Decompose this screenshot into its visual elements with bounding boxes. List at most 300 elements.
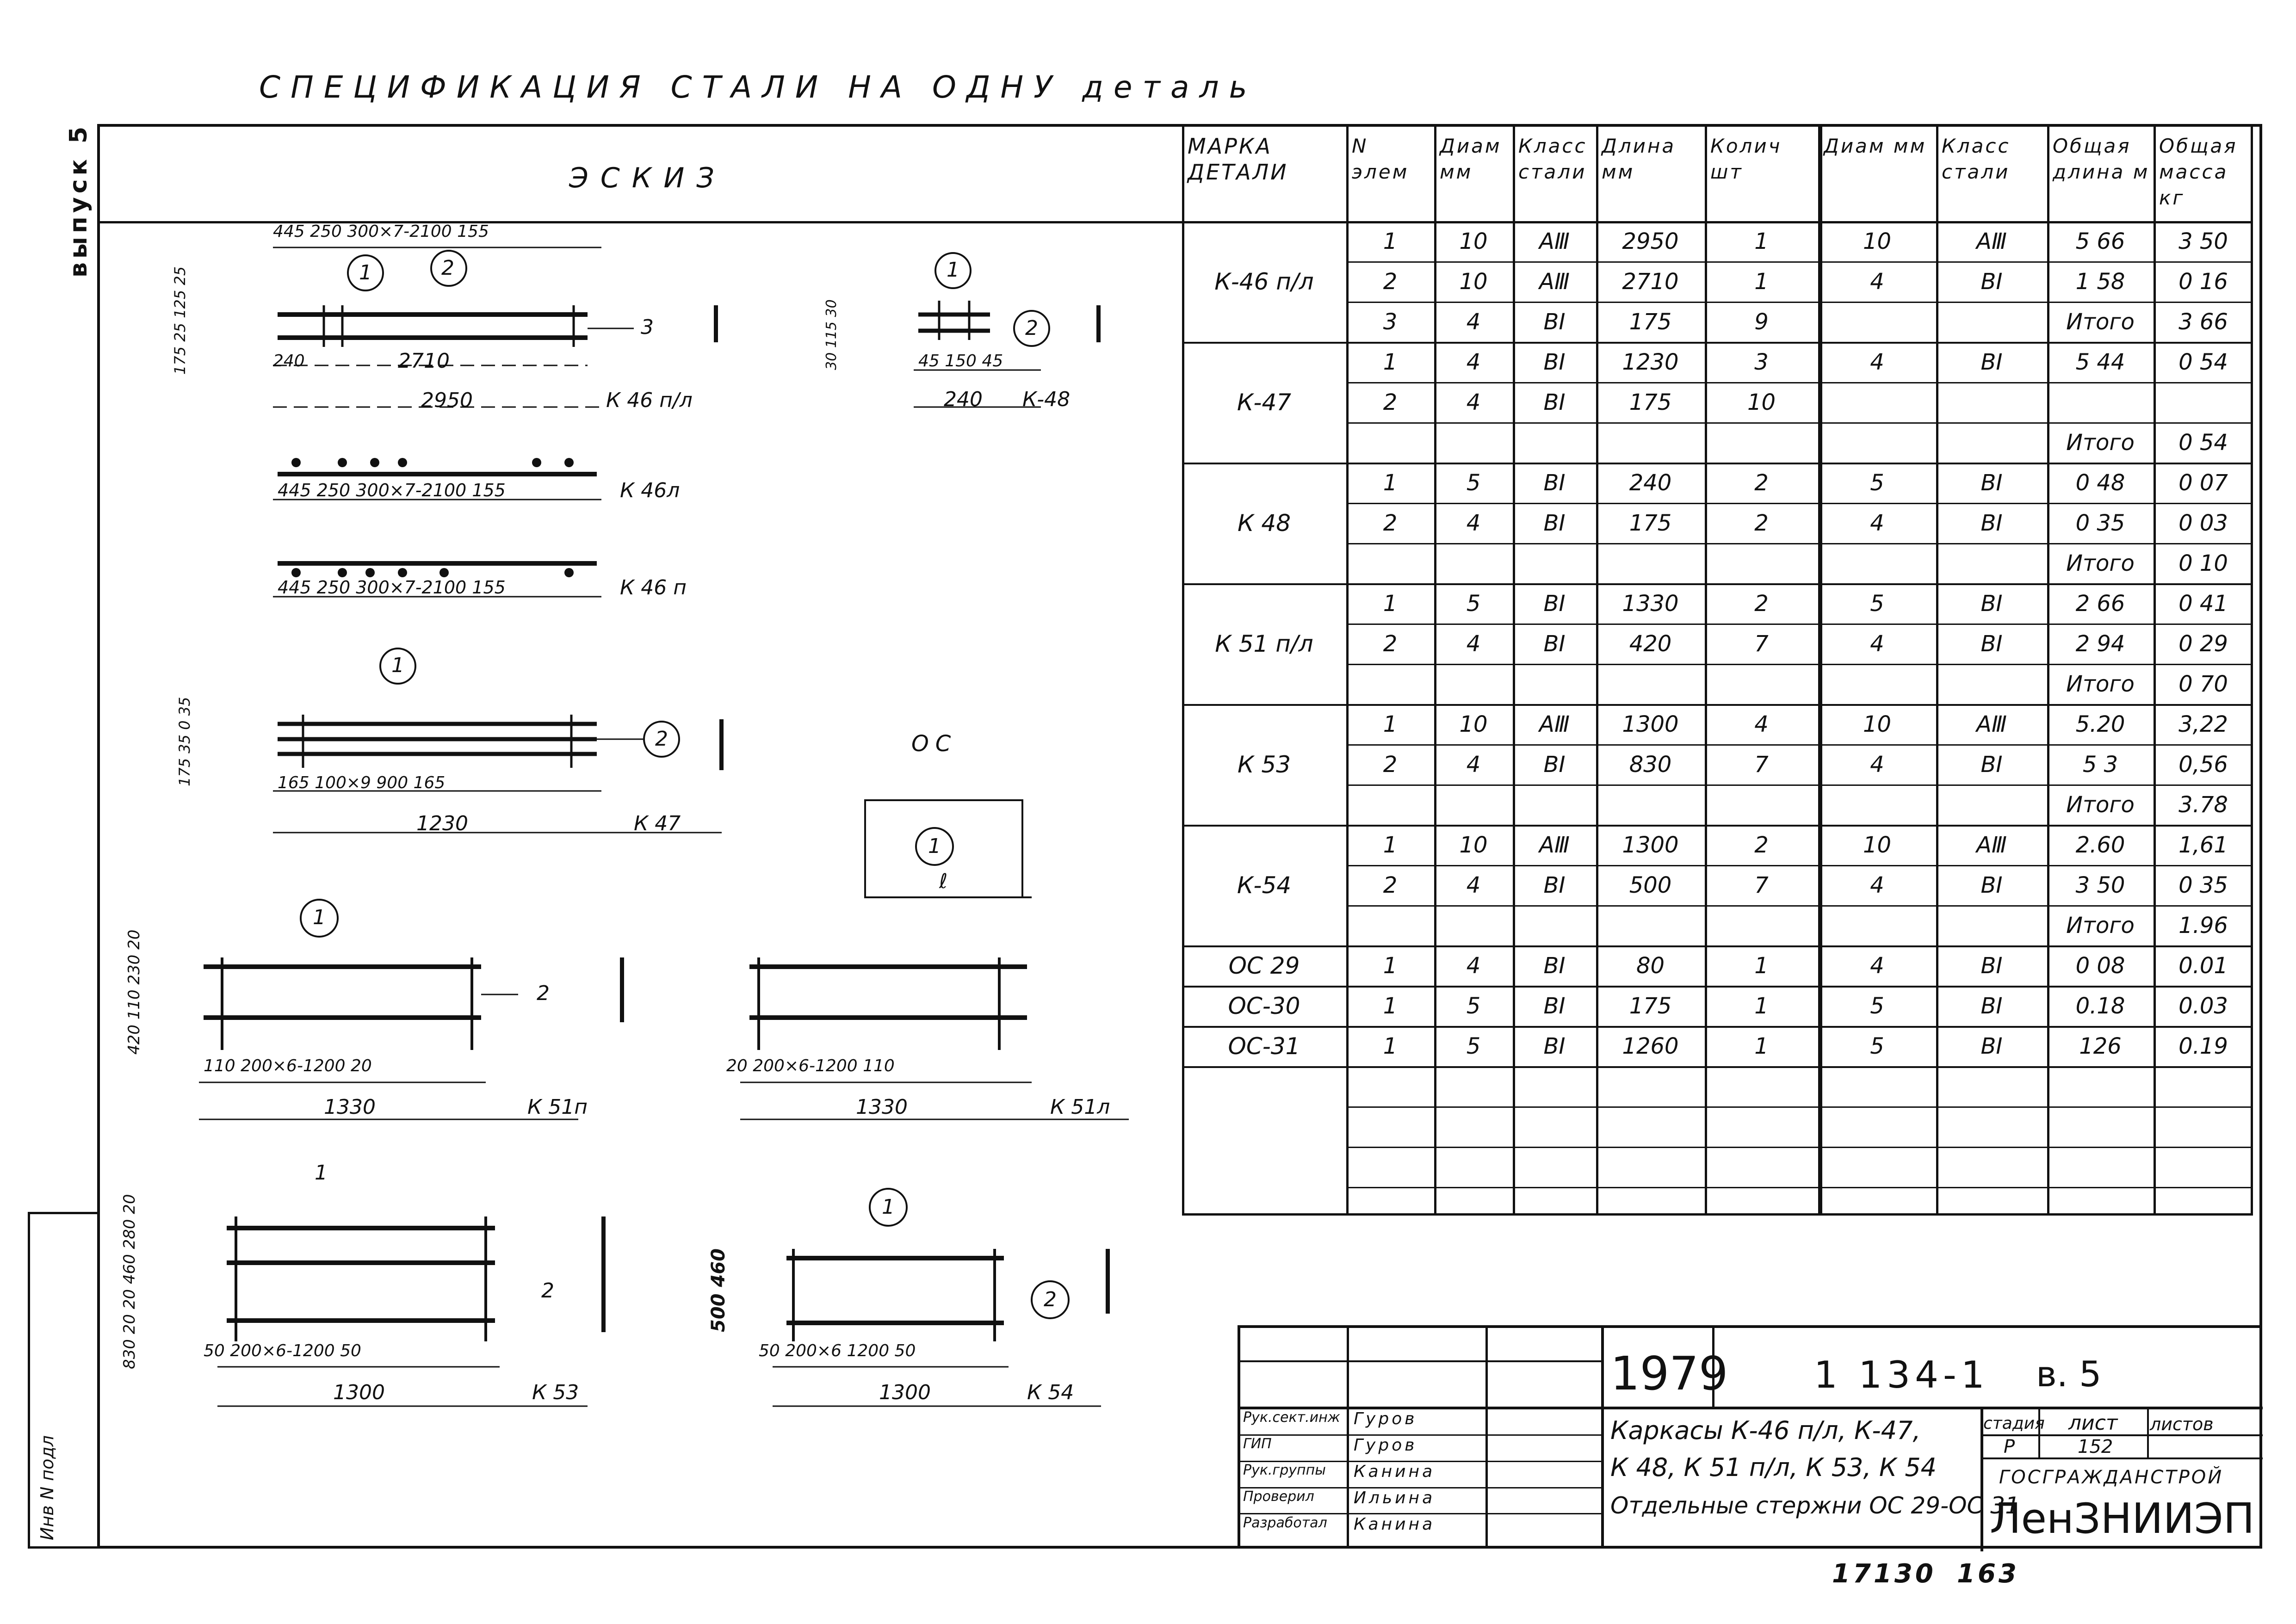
table-cell: 0 16 [2178, 268, 2228, 295]
k47-length: 1230 [416, 812, 468, 835]
table-cell: 0.03 [2178, 993, 2228, 1019]
side-label: выпуск 5 [65, 123, 93, 278]
k53-callout-1: 1 [315, 1161, 328, 1185]
table-cell: AⅢ [1976, 228, 2007, 254]
k53-sketch [217, 1216, 588, 1406]
table-cell: BⅠ [1980, 872, 2003, 898]
table-col-line [2154, 124, 2156, 1216]
table-header-7: Класс стали [1942, 135, 2011, 183]
table-cell [1936, 543, 2047, 583]
k51p-callout-2: 2 [537, 982, 550, 1005]
k54-callout-2: 2 [1044, 1288, 1057, 1311]
table-cell: 10 [1459, 711, 1488, 737]
table-cell [1818, 302, 1936, 342]
tb-desc-3: Отдельные стержни ОС 29-ОС 31 [1610, 1492, 2020, 1519]
table-cell: BⅠ [1543, 510, 1566, 536]
table-cell: 2 [1383, 630, 1398, 657]
table-cell: 4 [1754, 711, 1769, 737]
table-header-6: Диам мм [1824, 135, 1927, 157]
table-mark-cell: К-46 п/л [1214, 268, 1314, 295]
table-cell: BⅠ [1543, 872, 1566, 898]
table-cell [1596, 664, 1705, 704]
tb-role-name: Гуров [1354, 1436, 1417, 1455]
table-cell: BⅠ [1980, 993, 2003, 1019]
k48-callout-1: 1 [947, 258, 959, 282]
table-cell: 10 [1863, 228, 1892, 254]
table-cell: 4 [1466, 349, 1481, 375]
k51p-length: 1330 [324, 1095, 376, 1119]
table-cell: 175 [1629, 389, 1672, 415]
table-cell: 2 [1754, 510, 1769, 536]
table-cell [1818, 784, 1936, 825]
table-cell: 1 [1383, 349, 1398, 375]
k48-callout-2: 2 [1025, 316, 1038, 340]
table-cell: 7 [1754, 751, 1769, 778]
table-cell: 175 [1629, 510, 1672, 536]
table-cell: 1,61 [2178, 832, 2228, 858]
table-cell: 2 [1383, 510, 1398, 536]
oc-sketch [865, 800, 1032, 897]
tb-sheet-label: лист [2068, 1411, 2118, 1435]
table-cell [1705, 784, 1818, 825]
table-cell [1936, 664, 2047, 704]
tb-role-label: Разработал [1243, 1515, 1327, 1531]
table-cell: 5 3 [2082, 751, 2118, 778]
table-mark-cell: К 48 [1237, 509, 1291, 537]
tb-role-label: Проверил [1243, 1488, 1314, 1505]
table-header-0: МАРКА ДЕТАЛИ [1188, 134, 1288, 185]
table-cell: 420 [1629, 630, 1672, 657]
k48-mark: К-48 [1022, 388, 1071, 411]
tb-desc-2: К 48, К 51 п/л, К 53, К 54 [1610, 1453, 1937, 1482]
table-cell: 1300 [1622, 832, 1679, 858]
table-cell: Итого [2066, 791, 2135, 818]
tb-stage: Р [2004, 1436, 2015, 1457]
table-cell: 1 [1754, 952, 1769, 979]
table-cell: 1 [1383, 832, 1398, 858]
k54-vdims: 500 460 [708, 1248, 729, 1332]
table-cell: BⅠ [1543, 993, 1566, 1019]
table-cell: 0 48 [2075, 469, 2125, 496]
table-cell: 1 58 [2075, 268, 2125, 295]
table-cell: Итого [2066, 550, 2135, 576]
tb-role-label: ГИП [1243, 1436, 1272, 1452]
k53-vdims: 830 20 20 460 280 20 [120, 1194, 139, 1369]
table-cell: 5 [1870, 1033, 1884, 1059]
table-cell: AⅢ [1539, 268, 1570, 295]
table-header-2: Диам мм [1440, 135, 1502, 183]
k46-dims-top: 445 250 300×7-2100 155 [273, 222, 489, 241]
table-cell: BⅠ [1543, 349, 1566, 375]
table-cell: 2 [1383, 751, 1398, 778]
table-row-line [1346, 302, 2253, 303]
table-cell: 5 [1870, 590, 1884, 617]
table-cell: 4 [1870, 349, 1884, 375]
table-cell [1818, 664, 1936, 704]
table-cell: 1 [1383, 228, 1398, 254]
table-cell: 1 [1383, 1033, 1398, 1059]
table-cell: Итого [2066, 671, 2135, 697]
table-mark-cell: К-47 [1237, 389, 1292, 416]
table-mark-cell: ОС-30 [1228, 992, 1300, 1019]
table-right-line [2251, 124, 2253, 1216]
table-cell: 4 [1466, 952, 1481, 979]
table-cell: BⅠ [1980, 590, 2003, 617]
table-cell: 175 [1629, 993, 1672, 1019]
k46-callout-3: 3 [641, 315, 654, 339]
table-cell: 1.96 [2178, 912, 2228, 939]
table-col-line [1513, 124, 1515, 1216]
table-cell: 10 [1459, 268, 1488, 295]
table-cell: 4 [1466, 510, 1481, 536]
table-cell: AⅢ [1539, 832, 1570, 858]
sketch-title: ЭСКИЗ [569, 162, 726, 194]
table-cell: 7 [1754, 872, 1769, 898]
table-cell: BⅠ [1980, 469, 2003, 496]
table-cell [1596, 784, 1705, 825]
table-cell: 2 [1754, 590, 1769, 617]
table-cell: 2710 [1622, 268, 1679, 295]
table-cell: 1 [1754, 1033, 1769, 1059]
tb-org-2: ЛенЗНИИЭП [1990, 1494, 2255, 1543]
table-cell: 10 [1747, 389, 1776, 415]
table-cell: 80 [1636, 952, 1665, 979]
table-cell: AⅢ [1976, 711, 2007, 737]
table-cell: 0,56 [2178, 751, 2228, 778]
table-cell: BⅠ [1543, 389, 1566, 415]
k46p-mark: К 46 п [620, 576, 687, 599]
table-cell [1705, 905, 1818, 945]
table-col-line [1346, 124, 1349, 1216]
table-cell [1346, 422, 1434, 463]
table-cell: 4 [1466, 630, 1481, 657]
table-cell: 5.20 [2075, 711, 2125, 737]
table-cell: 0 03 [2178, 510, 2228, 536]
k47-dims: 165 100×9 900 165 [278, 773, 446, 792]
table-cell: 4 [1870, 630, 1884, 657]
table-cell: 10 [1863, 711, 1892, 737]
table-cell: 5 [1466, 1033, 1481, 1059]
k47-mark: К 47 [634, 812, 681, 835]
table-cell: BⅠ [1543, 630, 1566, 657]
table-cell [1936, 382, 2047, 422]
table-cell: 3 [1754, 349, 1769, 375]
k54-mark: К 54 [1027, 1381, 1074, 1404]
table-cell: Итого [2066, 912, 2135, 939]
table-cell [1434, 784, 1513, 825]
table-cell: BⅠ [1980, 510, 2003, 536]
table-cell [1434, 543, 1513, 583]
table-cell: AⅢ [1976, 832, 2007, 858]
k48-dims: 45 150 45 [918, 352, 1003, 370]
title-block [1238, 1325, 2260, 1549]
k46l-dims: 445 250 300×7-2100 155 [278, 480, 506, 500]
table-cell: 1 [1754, 228, 1769, 254]
table-cell: 1260 [1622, 1033, 1679, 1059]
table-cell [1596, 543, 1705, 583]
table-col-line [1705, 124, 1707, 1216]
table-cell: 4 [1466, 389, 1481, 415]
table-cell [1818, 543, 1936, 583]
table-cell: 1 [1383, 993, 1398, 1019]
table-col-line [1182, 124, 1184, 1216]
tb-stage-label: стадия [1983, 1414, 2045, 1433]
table-cell: 3 66 [2178, 309, 2228, 335]
table-cell: BⅠ [1980, 268, 2003, 295]
table-col-line [1434, 124, 1436, 1216]
table-cell [1513, 784, 1596, 825]
k51p-callout-1: 1 [313, 906, 326, 929]
k46-length-inner: 2710 [398, 349, 450, 373]
tb-role-name: Канина [1354, 1462, 1436, 1481]
table-cell: 4 [1466, 309, 1481, 335]
k53-length: 1300 [333, 1381, 385, 1404]
table-cell: 5 [1466, 590, 1481, 617]
table-empty-line [1346, 1147, 2253, 1148]
k53-callout-2: 2 [541, 1279, 554, 1303]
table-cell: 2 [1754, 469, 1769, 496]
k47-callout-2: 2 [655, 727, 668, 751]
table-cell: 2.60 [2075, 832, 2125, 858]
table-cell: AⅢ [1539, 228, 1570, 254]
table-cell: 0.19 [2178, 1033, 2228, 1059]
table-col-line [1936, 124, 1938, 1216]
tb-role-label: Рук.сект.инж [1243, 1409, 1340, 1426]
k47-sketch [273, 648, 722, 833]
table-header-8: Общая длина м [2053, 135, 2150, 183]
table-cell: 9 [1754, 309, 1769, 335]
table-row-line [1346, 382, 2253, 383]
table-cell: 4 [1870, 751, 1884, 778]
table-row-line [1346, 261, 2253, 263]
table-cell [1513, 905, 1596, 945]
k51l-mark: К 51л [1050, 1095, 1110, 1119]
table-cell: 2950 [1622, 228, 1679, 254]
oc-callout: 1 [928, 834, 941, 858]
table-cell: 1 [1754, 268, 1769, 295]
table-cell: 3,22 [2178, 711, 2228, 737]
table-mark-cell: ОС 29 [1228, 952, 1300, 979]
k51p-sketch [199, 900, 578, 1119]
table-cell: Итого [2066, 429, 2135, 456]
table-cell: 0 70 [2178, 671, 2228, 697]
table-cell [1513, 543, 1596, 583]
table-cell: 4 [1870, 510, 1884, 536]
table-cell: 1 [1383, 711, 1398, 737]
table-cell [1513, 422, 1596, 463]
tb-sheets-label: листов [2150, 1414, 2214, 1434]
tb-org-1: ГОСГРАЖДАНСТРОЙ [1999, 1467, 2224, 1488]
table-cell: 2 66 [2075, 590, 2125, 617]
table-header-5: Колич шт [1710, 135, 1782, 183]
table-cell: 5 [1466, 993, 1481, 1019]
table-cell: 126 [2079, 1033, 2122, 1059]
k51p-mark: К 51п [527, 1095, 588, 1119]
table-cell: 3 50 [2178, 228, 2228, 254]
table-cell: 0.18 [2075, 993, 2125, 1019]
table-cell: 2 [1754, 832, 1769, 858]
table-cell [1513, 664, 1596, 704]
tb-role-name: Канина [1354, 1515, 1436, 1534]
table-cell [1346, 784, 1434, 825]
table-cell: 830 [1629, 751, 1672, 778]
table-row-line [1346, 543, 2253, 544]
tb-issue: в. 5 [2036, 1353, 2102, 1395]
table-cell: 1 [1754, 993, 1769, 1019]
table-cell: 4 [1870, 872, 1884, 898]
tb-role-label: Рук.группы [1243, 1462, 1326, 1478]
table-header-3: Класс стали [1518, 135, 1587, 183]
table-header-9: Общая масса кг [2159, 135, 2238, 209]
table-cell: 3 [1383, 309, 1398, 335]
page-title: СПЕЦИФИКАЦИЯ СТАЛИ НА ОДНУ детaль [259, 69, 1257, 105]
table-cell: 3 50 [2075, 872, 2125, 898]
table-cell [1346, 905, 1434, 945]
table-cell: BⅠ [1980, 952, 2003, 979]
table-cell: Итого [2066, 309, 2135, 335]
table-cell: 0 41 [2178, 590, 2228, 617]
table-row-line [1346, 905, 2253, 907]
inventory-strip-label: Инв N подл [37, 1435, 57, 1540]
oc-title: ОС [911, 731, 958, 757]
table-cell [1434, 422, 1513, 463]
table-cell: BⅠ [1543, 469, 1566, 496]
k53-mark: К 53 [532, 1381, 579, 1404]
table-cell: 10 [1459, 832, 1488, 858]
k51p-dims: 110 200×6-1200 20 [204, 1056, 372, 1075]
k54-callout-1: 1 [882, 1195, 895, 1219]
table-col-line [1818, 124, 1822, 1216]
table-cell: 0 54 [2178, 429, 2228, 456]
k51p-vdims: 420 110 230 20 [125, 929, 143, 1055]
table-empty-line [1346, 1106, 2253, 1108]
tb-role-name: Гуров [1354, 1409, 1417, 1428]
table-cell: 2 94 [2075, 630, 2125, 657]
table-cell [1346, 664, 1434, 704]
table-cell [1818, 382, 1936, 422]
table-cell: 1 [1383, 469, 1398, 496]
table-cell: 2 [1383, 872, 1398, 898]
k46-base: 240 [273, 352, 305, 370]
k48-vdims: 30 115 30 [823, 299, 840, 370]
table-cell: 5 44 [2075, 349, 2125, 375]
table-cell: BⅠ [1543, 309, 1566, 335]
table-row-line [1346, 865, 2253, 866]
table-cell: BⅠ [1543, 1033, 1566, 1059]
table-cell [2047, 382, 2154, 422]
table-cell: 5 [1870, 993, 1884, 1019]
table-mark-cell: К 53 [1237, 751, 1291, 778]
table-cell [1936, 905, 2047, 945]
oc-length: ℓ [939, 870, 948, 893]
table-row-line [1346, 503, 2253, 504]
k46-length-outer: 2950 [421, 389, 473, 412]
table-cell: 0 08 [2075, 952, 2125, 979]
k46-vdims: 175 25 125 25 [171, 266, 189, 375]
table-cell: 240 [1629, 469, 1672, 496]
table-cell: 0 10 [2178, 550, 2228, 576]
table-cell [1818, 422, 1936, 463]
k53-dims: 50 200×6-1200 50 [204, 1341, 361, 1360]
table-cell: 1330 [1622, 590, 1679, 617]
table-cell: 5 [1870, 469, 1884, 496]
k47-callout-1: 1 [391, 654, 404, 677]
table-cell: 5 [1466, 469, 1481, 496]
table-cell: 5 66 [2075, 228, 2125, 254]
table-row-line [1346, 744, 2253, 746]
table-cell: 0 29 [2178, 630, 2228, 657]
stamp-number-left: 17130 [1832, 1559, 1936, 1589]
table-empty-line [1346, 1187, 2253, 1188]
table-group-line [1182, 1066, 2253, 1068]
table-mark-cell: К-54 [1237, 871, 1292, 899]
table-cell: BⅠ [1543, 590, 1566, 617]
table-cell: 10 [1459, 228, 1488, 254]
k47-vdims: 175 35 0 35 [176, 697, 193, 786]
k48-length: 240 [944, 388, 983, 411]
table-cell: 4 [1870, 268, 1884, 295]
table-col-line [1596, 124, 1598, 1216]
table-cell [1346, 543, 1434, 583]
table-cell [1936, 302, 2047, 342]
table-cell: 1 [1383, 590, 1398, 617]
table-cell [1936, 784, 2047, 825]
table-row-line [1346, 624, 2253, 625]
table-cell [1936, 422, 2047, 463]
k54-dims: 50 200×6 1200 50 [759, 1341, 916, 1360]
table-cell: 2 [1383, 389, 1398, 415]
table-cell [1705, 543, 1818, 583]
table-cell [1434, 664, 1513, 704]
table-cell: 3.78 [2178, 791, 2228, 818]
table-cell [1818, 905, 1936, 945]
table-cell: 4 [1466, 751, 1481, 778]
table-col-line [2047, 124, 2049, 1216]
k46-callout-1: 1 [359, 261, 372, 284]
table-mark-cell: ОС-31 [1228, 1032, 1300, 1060]
table-bottom-line [1182, 1213, 2253, 1216]
k54-length: 1300 [879, 1381, 931, 1404]
table-cell: 0 54 [2178, 349, 2228, 375]
table-cell [1596, 905, 1705, 945]
tb-role-name: Ильина [1354, 1488, 1436, 1507]
tb-year: 1979 [1610, 1346, 1728, 1401]
table-cell [1596, 422, 1705, 463]
table-cell: AⅢ [1539, 711, 1570, 737]
k46-mark: К 46 п/л [606, 389, 693, 412]
tb-series: 1 134-1 [1814, 1353, 1989, 1396]
table-cell: BⅠ [1543, 952, 1566, 979]
k46p-dims: 445 250 300×7-2100 155 [278, 577, 506, 598]
table-cell [1434, 905, 1513, 945]
table-cell [1705, 422, 1818, 463]
k51l-dims: 20 200×6-1200 110 [726, 1056, 895, 1075]
table-cell: 10 [1863, 832, 1892, 858]
table-cell: 7 [1754, 630, 1769, 657]
table-header-1: N элем [1352, 135, 1409, 183]
table-cell: 0 35 [2075, 510, 2125, 536]
table-cell: BⅠ [1980, 630, 2003, 657]
table-cell: 1 [1383, 952, 1398, 979]
table-cell: 0 35 [2178, 872, 2228, 898]
table-cell: BⅠ [1980, 751, 2003, 778]
k51l-length: 1330 [856, 1095, 908, 1119]
table-cell: 1300 [1622, 711, 1679, 737]
table-row-line [1346, 784, 2253, 786]
table-header-4: Длина мм [1602, 135, 1676, 183]
stamp-number-right: 163 [1957, 1559, 2019, 1589]
k46l-mark: К 46л [620, 479, 680, 502]
